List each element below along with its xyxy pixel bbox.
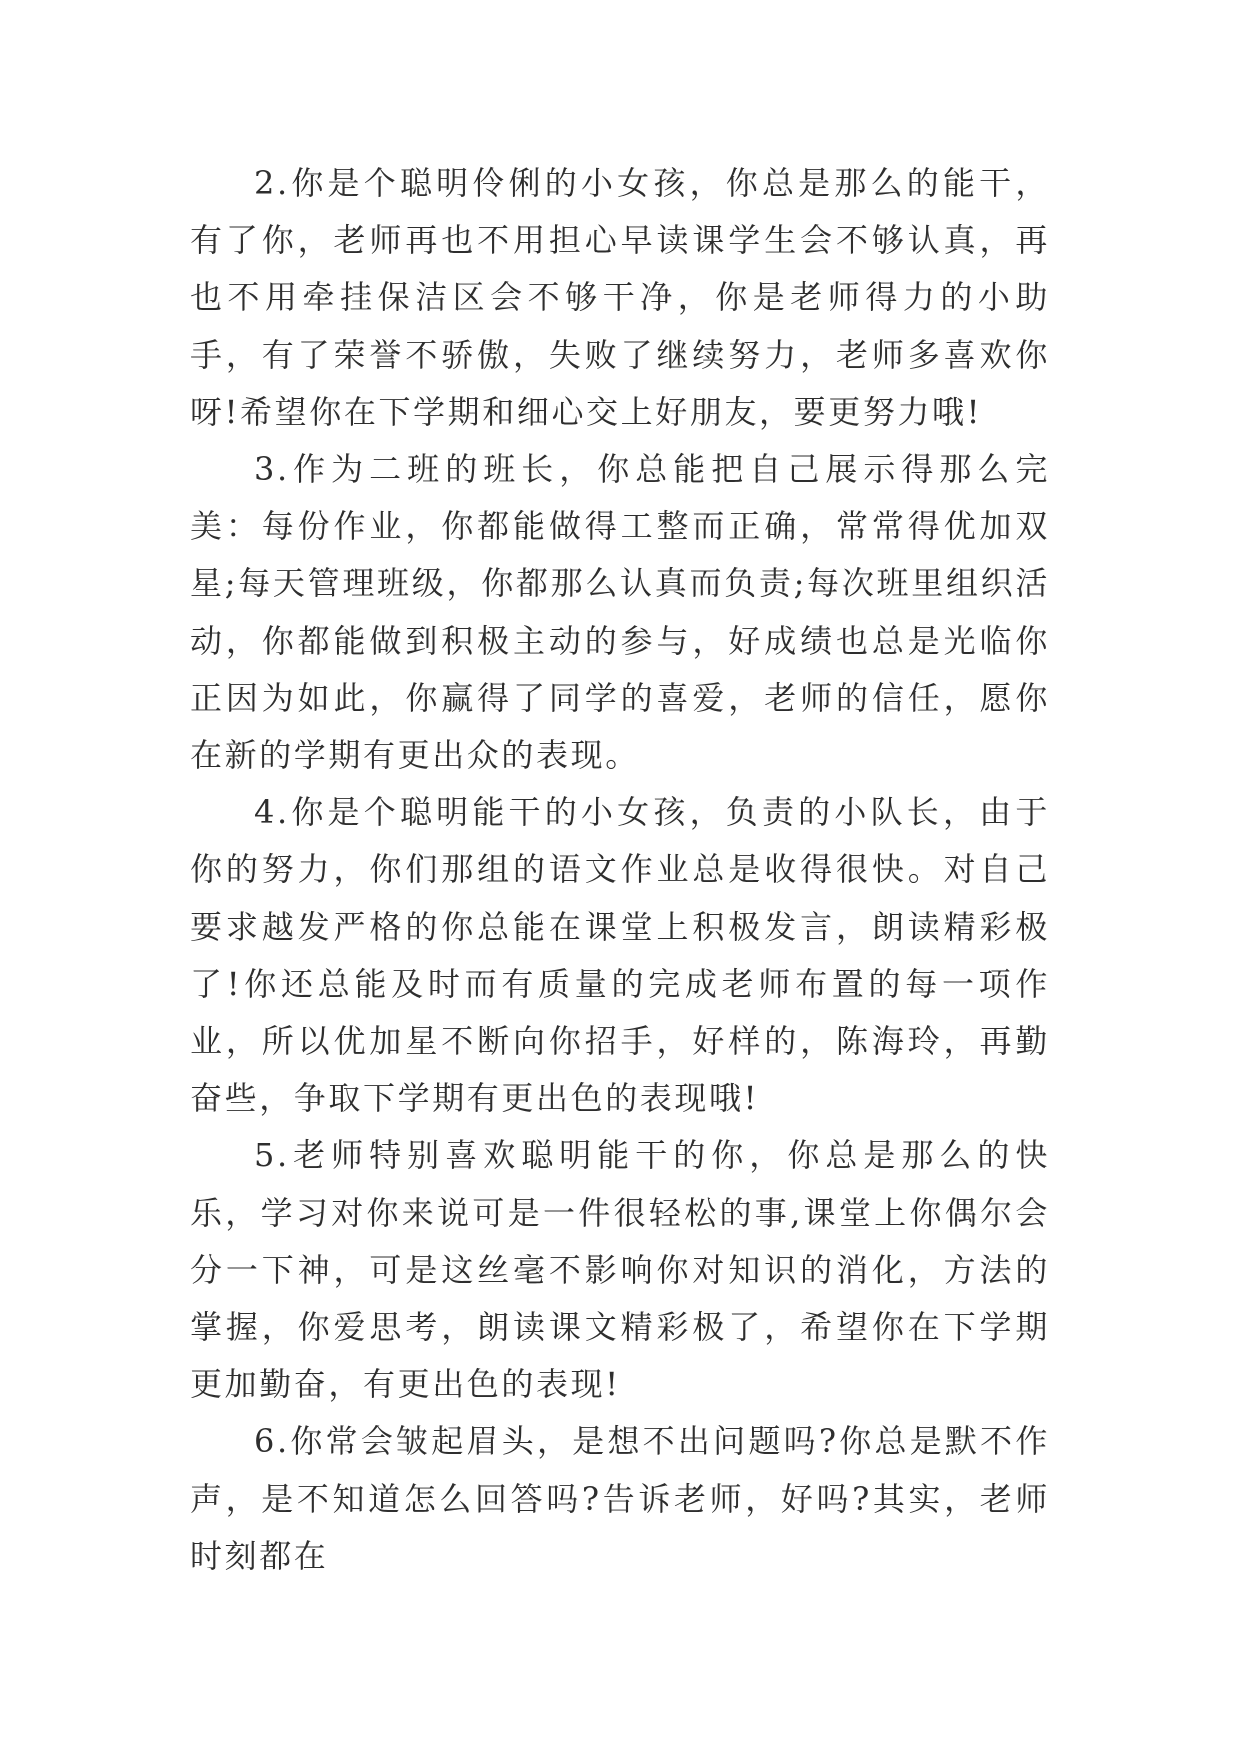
paragraph-3: 3.作为二班的班长，你总能把自己展示得那么完美：每份作业，你都能做得工整而正确，常常得优加双星;每天管理班级，你都那么认真而负责;每次班里组织活动，你都能做到积极主动的参与，好成绩也总是光临你正因为如此，你赢得了同学的喜爱，老师的信任，愿你在新的学期有更出众的表现。 bbox=[190, 450, 1050, 775]
paragraph-2: 2.你是个聪明伶俐的小女孩，你总是那么的能干，有了你，老师再也不用担心早读课学生会不够认真，再也不用牵挂保洁区会不够干净，你是老师得力的小助手，有了荣誉不骄傲，失败了继续努力，老师多喜欢你呀!希望你在下学期和细心交上好朋友，要更努力哦! bbox=[190, 164, 1050, 431]
document-body bbox=[190, 155, 1050, 1585]
paragraph-5: 5.老师特别喜欢聪明能干的你，你总是那么的快乐，学习对你来说可是一件很轻松的事,课堂上你偶尔会分一下神，可是这丝毫不影响你对知识的消化，方法的掌握，你爱思考，朗读课文精彩极了，希望你在下学期更加勤奋，有更出色的表现! bbox=[190, 1136, 1050, 1404]
paragraph-6: 6.你常会皱起眉头，是想不出问题吗?你总是默不作声，是不知道怎么回答吗?告诉老师，好吗?其实，老师时刻都在 bbox=[190, 1422, 1050, 1575]
paragraph-4: 4.你是个聪明能干的小女孩，负责的小队长，由于你的努力，你们那组的语文作业总是收得很快。对自己要求越发严格的你总能在课堂上积极发言，朗读精彩极了!你还总能及时而有质量的完成老师布置的每一项作业，所以优加星不断向你招手，好样的，陈海玲，再勤奋些，争取下学期有更出色的表现哦! bbox=[190, 793, 1050, 1118]
